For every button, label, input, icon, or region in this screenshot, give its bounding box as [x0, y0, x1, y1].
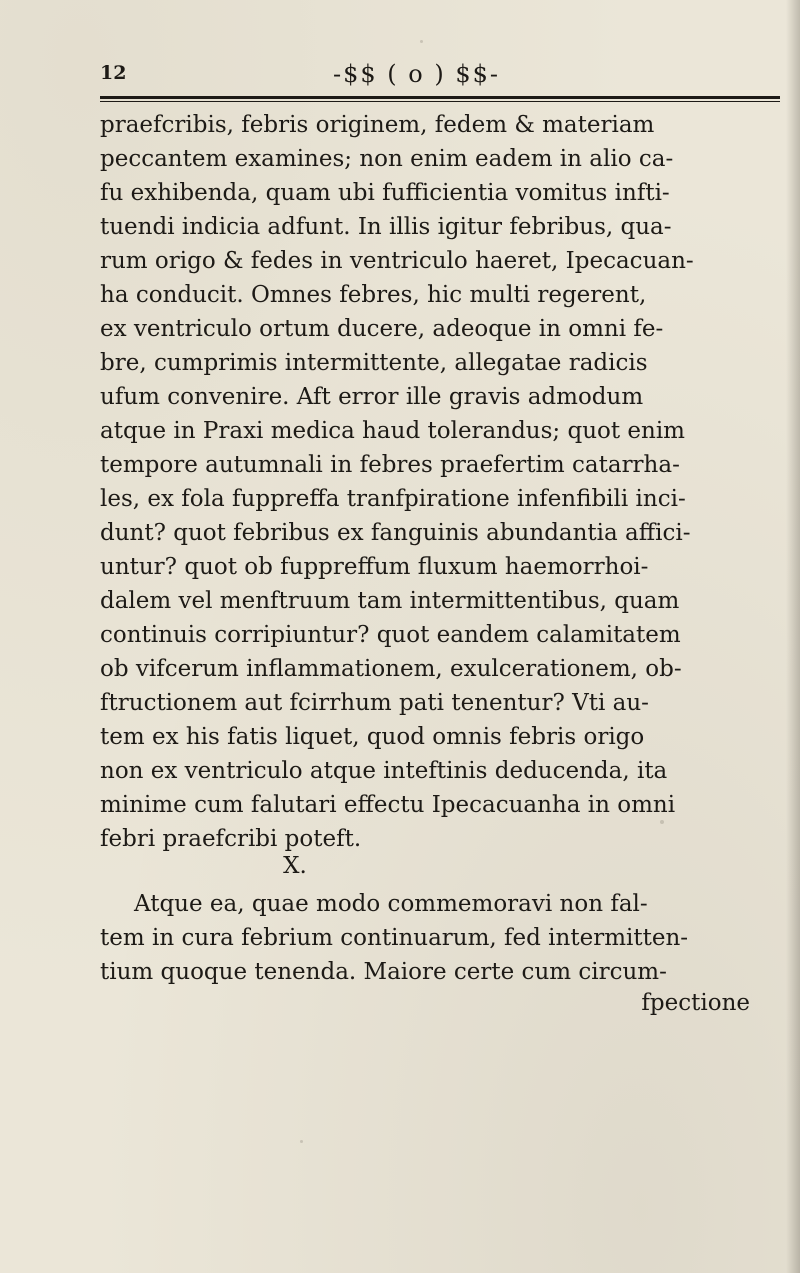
text-line: Atque ea, quae modo commemoravi non fal-	[134, 891, 648, 917]
header-rule	[100, 96, 780, 99]
text-line: peccantem examines; non enim eadem in alio ca-	[100, 146, 674, 172]
page-edge-shadow	[786, 0, 800, 1273]
text-line: praefcribis, febris originem, fedem & materiam	[100, 112, 655, 138]
text-line: tium quoque tenenda. Maiore certe cum circum-	[100, 959, 667, 985]
text-line: ha conducit. Omnes febres, hic multi regerent,	[100, 282, 647, 308]
text-line: untur? quot ob fuppreffum fluxum haemorrhoi-	[100, 554, 649, 580]
text-line: atque in Praxi medica haud tolerandus; quot enim	[100, 418, 685, 444]
text-line: ftructionem aut fcirrhum pati tenentur? Vti au-	[100, 690, 649, 716]
main-paragraph	[100, 108, 780, 856]
paper-fleck	[300, 1140, 303, 1143]
text-line: ob vifcerum inflammationem, exulcerationem, ob-	[100, 656, 682, 682]
running-head-ornament: -$$ ( o ) $$-	[333, 60, 500, 88]
text-line: tempore autumnali in febres praefertim catarrha-	[100, 452, 680, 478]
text-line: ufum convenire. Aft error ille gravis admodum	[100, 384, 644, 410]
text-line: tuendi indicia adfunt. In illis igitur febribus, qua-	[100, 214, 672, 240]
text-line: febri praefcribi poteft.	[100, 826, 362, 852]
text-line: les, ex fola fuppreffa tranfpiratione infenfibili inci-	[100, 486, 686, 512]
catchword: fpectione	[641, 990, 750, 1016]
text-line: bre, cumprimis intermittente, allegatae radicis	[100, 350, 648, 376]
text-line: dunt? quot febribus ex fanguinis abundantia affici-	[100, 520, 691, 546]
text-line: non ex ventriculo atque inteftinis deducenda, ita	[100, 758, 668, 784]
text-line: dalem vel menftruum tam intermittentibus, quam	[100, 588, 680, 614]
text-line: minime cum falutari effectu Ipecacuanha in omni	[100, 792, 676, 818]
text-line: continuis corripiuntur? quot eandem calamitatem	[100, 622, 681, 648]
header-rule-thin	[100, 101, 780, 102]
second-paragraph	[100, 887, 780, 989]
text-line: fu exhibenda, quam ubi fufficientia vomitus infti-	[100, 180, 670, 206]
text-line: rum origo & fedes in ventriculo haeret, Ipecacuan-	[100, 248, 694, 274]
page-header	[100, 60, 780, 92]
text-line: tem ex his fatis liquet, quod omnis febris origo	[100, 724, 645, 750]
page-number: 12	[100, 62, 127, 84]
section-numeral: X.	[283, 853, 307, 879]
paper-fleck	[420, 40, 423, 43]
text-line: ex ventriculo ortum ducere, adeoque in omni fe-	[100, 316, 664, 342]
text-line: tem in cura febrium continuarum, fed intermitten-	[100, 925, 689, 951]
